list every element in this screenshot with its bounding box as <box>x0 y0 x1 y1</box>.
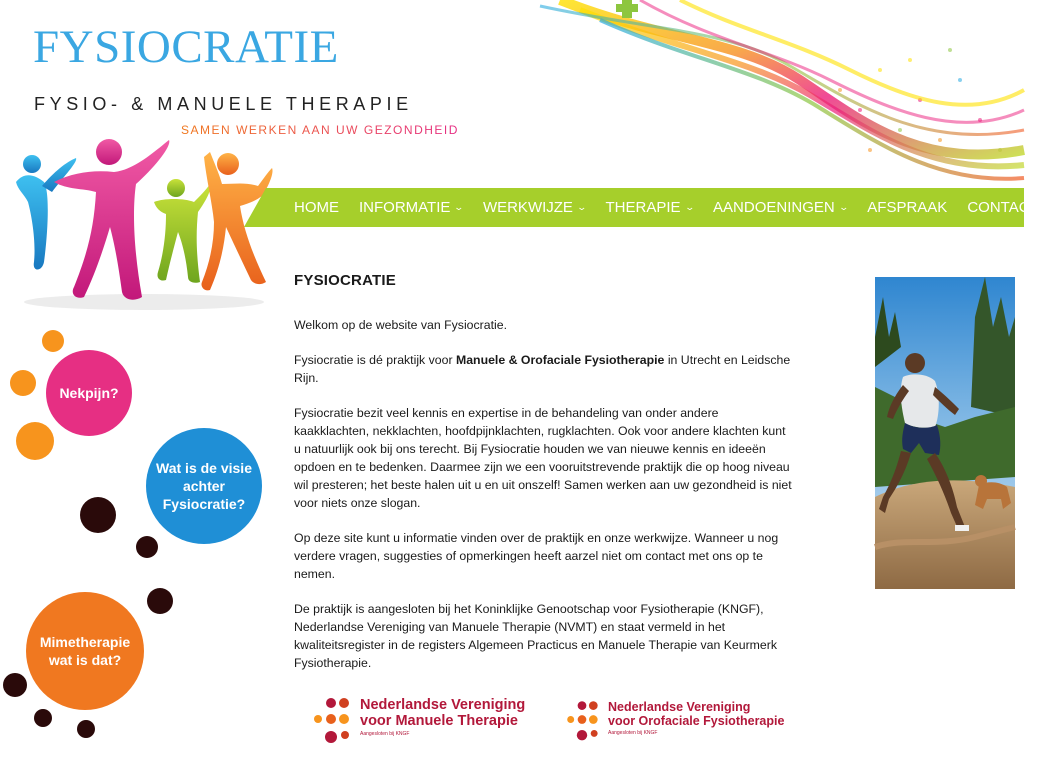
decor-dot <box>3 673 27 697</box>
decor-dot <box>34 709 52 727</box>
nav-label: THERAPIE <box>605 199 681 216</box>
intro-bold: Manuele & Orofaciale Fysiotherapie <box>455 353 665 367</box>
nav-label: WERKWIJZE <box>482 199 573 216</box>
decor-dot <box>42 330 64 352</box>
slogan-char: N <box>320 123 332 137</box>
bubble-nekpijn[interactable] <box>46 350 132 436</box>
nav-item-afspraak[interactable] <box>867 199 947 216</box>
paragraph-expertise: Fysiocratie bezit veel kennis en expertise in de behandeling van onder andere kaakklachten, nekklachten, hoofdpijnklachten, rugklachten. Ook voor andere klachten kunt u natuurlijk ook bij ons terecht. Bij Fysiocratie houden we van nieuwe kennis en ideeën opdoen en te bedenken. Daarmee zijn we een vooruitstrevende praktijk die op hoog niveau wil presteren; het beste halen uit u en uit onszelf! Samen werken aan uw gezondheid is niet voor niets onze slogan. <box>294 406 792 510</box>
slogan-char: M <box>200 123 212 137</box>
main-nav <box>294 188 1051 227</box>
nvof-line2: voor Orofaciale Fysiotherapie <box>608 714 785 728</box>
paragraph-welcome: Welkom op de website van Fysiocratie. <box>294 318 508 332</box>
chevron-down-icon: ⌄ <box>453 202 465 212</box>
main-content <box>294 272 794 689</box>
slogan-char: O <box>393 123 404 137</box>
nvof-small: Aangesloten bij KNGF <box>608 730 658 736</box>
slogan-char: N <box>287 123 298 137</box>
nvmt-line1: Nederlandse Vereniging <box>360 697 526 713</box>
bubble-label: Wat is de visie achter Fysiocratie? <box>156 460 252 512</box>
slogan-char: R <box>258 123 269 137</box>
slogan-char: I <box>443 123 449 137</box>
paragraph-memberships: De praktijk is aangesloten bij het Koninklijke Genootschap voor Fysiotherapie (KNGF), Nederlandse Vereniging van Manuele Therapie (NVMT) en staat vermeld in het kwaliteitsregister in de registers Algemeen Practicus en Manuele Therapie van Keurmerk Fysiotherapie. <box>294 602 778 670</box>
site-subtitle: FYSIO- & MANUELE THERAPIE <box>34 94 413 114</box>
nav-item-informatie[interactable] <box>359 199 463 216</box>
slogan-char: D <box>414 123 425 137</box>
bubble-visie[interactable] <box>146 428 262 544</box>
chevron-down-icon: ⌄ <box>683 202 695 212</box>
decor-dot <box>80 497 116 533</box>
header-swirl-graphic <box>540 0 1024 190</box>
slogan-char: A <box>311 123 321 137</box>
slogan-char: G <box>363 123 375 137</box>
bubble-mimetherapie[interactable] <box>26 592 144 710</box>
nav-item-werkwijze[interactable] <box>483 199 586 216</box>
slogan-char: E <box>434 123 444 137</box>
intro-text: Fysiocratie is dé praktijk voor <box>294 353 456 367</box>
nav-label: CONTACT <box>967 199 1039 216</box>
site-logo[interactable]: FYSIOCRATIE <box>33 21 339 73</box>
slogan-char: W <box>346 123 359 137</box>
nav-item-contact[interactable] <box>967 199 1051 216</box>
slogan-char: H <box>424 123 435 137</box>
nvof-dots-icon <box>562 700 602 746</box>
nvmt-logo[interactable] <box>308 697 525 749</box>
nav-label: INFORMATIE <box>359 199 451 216</box>
slogan-char: D <box>448 123 459 137</box>
nav-label: AANDOENINGEN <box>713 199 835 216</box>
nav-item-aandoeningen[interactable] <box>713 199 847 216</box>
paragraph-info: Op deze site kunt u informatie vinden over de praktijk en onze werkwijze. Wanneer u nog verdere vragen, suggesties of opmerkingen heeft aarzel niet om contact met ons op te nemen. <box>294 531 779 581</box>
chevron-down-icon: ⌄ <box>576 202 587 212</box>
slogan-char: A <box>301 123 312 137</box>
nvof-text <box>608 700 784 737</box>
nav-item-home[interactable] <box>294 199 339 216</box>
nvof-logo[interactable] <box>562 700 784 746</box>
nav-item-therapie[interactable] <box>605 199 693 216</box>
slogan-char: A <box>190 123 201 137</box>
runner-photo <box>875 277 1015 589</box>
slogan-char: Z <box>384 123 394 137</box>
nav-label: HOME <box>294 199 339 216</box>
slogan-char: E <box>278 123 288 137</box>
nvmt-line2: voor Manuele Therapie <box>360 713 518 729</box>
nvmt-dots-icon <box>308 697 354 749</box>
slogan-char: N <box>403 123 415 137</box>
nvmt-text <box>360 697 525 738</box>
slogan-char: U <box>336 123 347 137</box>
slogan-char: E <box>374 123 385 137</box>
page-title: FYSIOCRATIE <box>294 272 396 289</box>
nav-label: AFSPRAAK <box>867 199 948 216</box>
decor-dot <box>77 720 95 738</box>
intro-text-end: in Utrecht en Leidsche Rijn. <box>294 353 791 385</box>
people-figures-illustration <box>14 132 276 312</box>
bubble-label: Nekpijn? <box>59 385 119 401</box>
chevron-down-icon: ⌄ <box>838 202 849 212</box>
decor-dot <box>16 422 54 460</box>
decor-dot <box>136 536 158 558</box>
slogan-char: N <box>221 123 232 137</box>
chevron-down-icon: ⌄ <box>1042 202 1053 212</box>
paragraph-intro <box>294 351 794 387</box>
slogan-char: K <box>268 123 279 137</box>
slogan-char: S <box>181 123 191 137</box>
decor-dot <box>147 588 173 614</box>
nvmt-small: Aangesloten bij KNGF <box>360 731 410 737</box>
slogan-char: E <box>211 123 222 137</box>
bubble-label: Mimetherapie wat is dat? <box>39 634 131 668</box>
slogan-char: E <box>248 123 259 137</box>
slogan-char: W <box>236 123 249 137</box>
nvof-line1: Nederlandse Vereniging <box>608 700 751 714</box>
decor-dot <box>10 370 36 396</box>
